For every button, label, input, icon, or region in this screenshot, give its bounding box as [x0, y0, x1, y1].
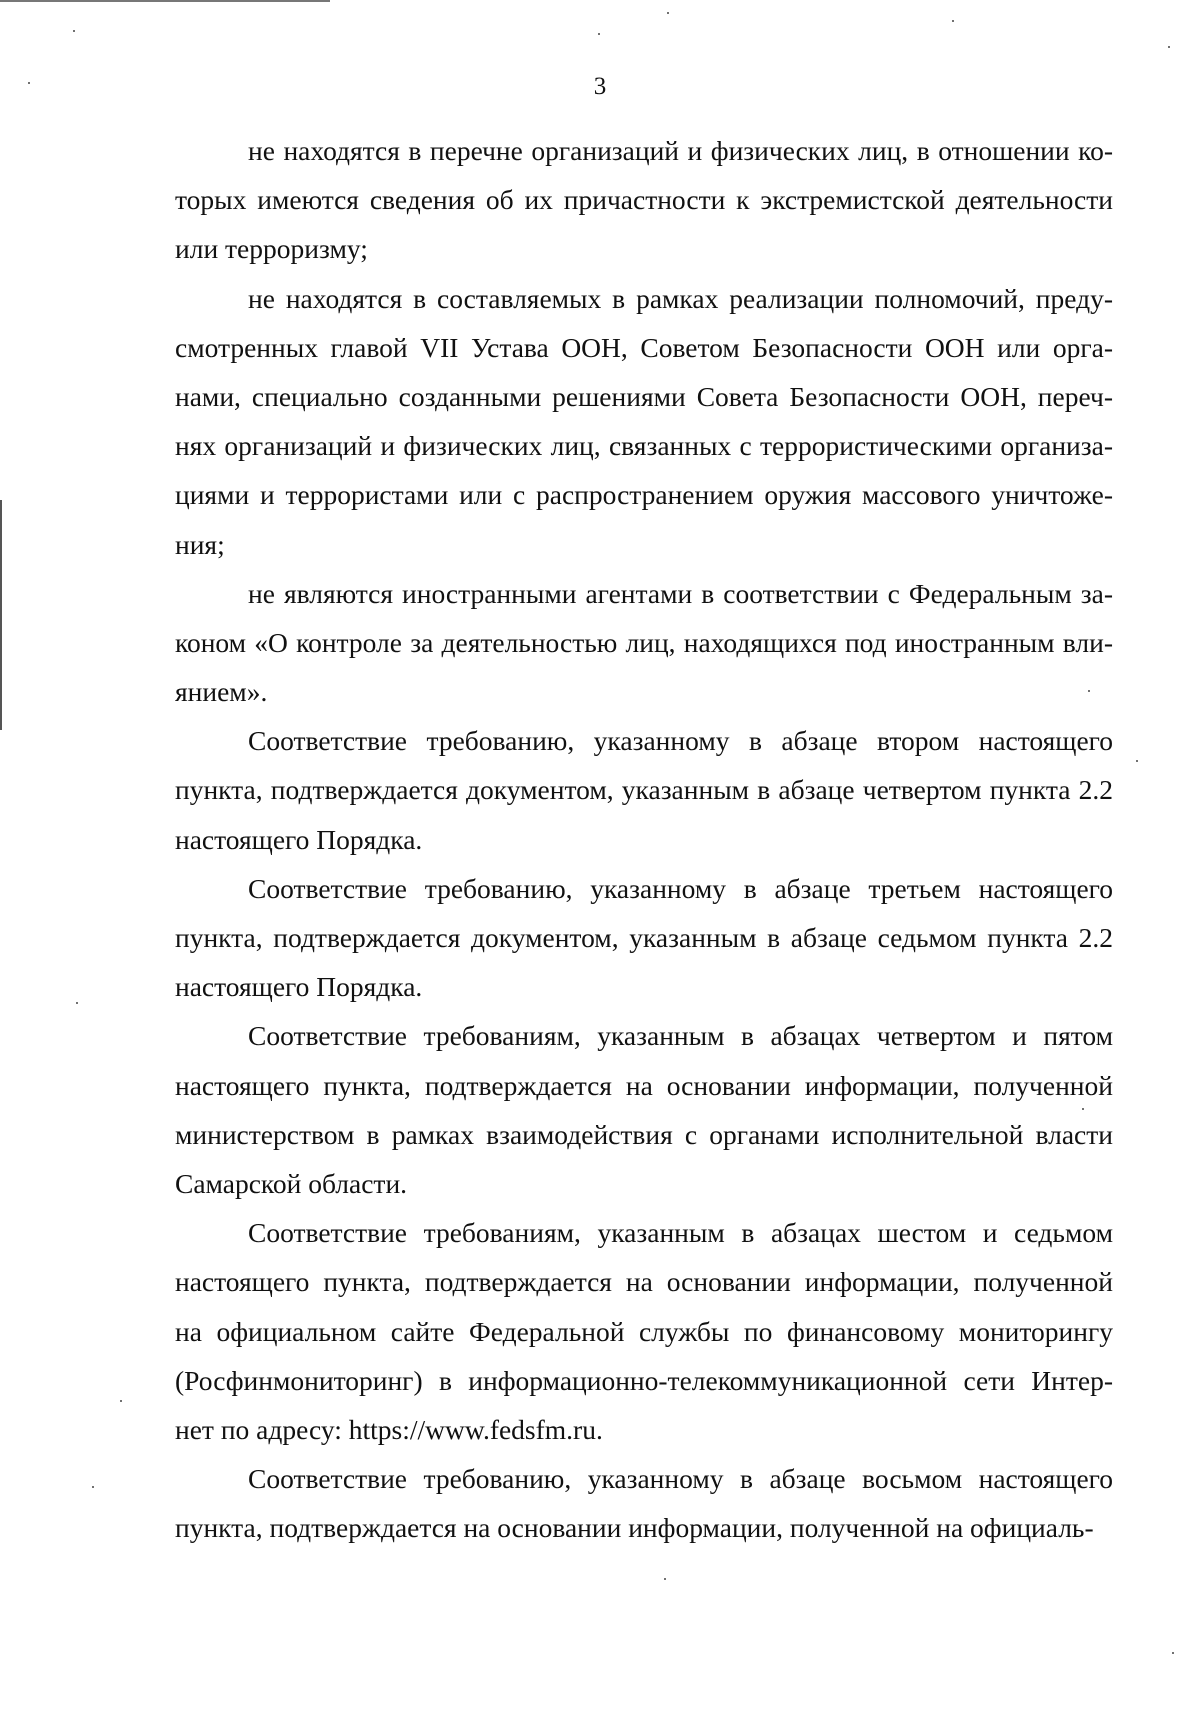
scan-speck [92, 1486, 94, 1488]
scan-speck [1136, 760, 1138, 762]
scan-speck [1082, 1108, 1084, 1110]
text-line: Соответствие требованиям, указанным в абзацах четвертом и пятом [248, 1020, 1113, 1052]
scan-speck [667, 12, 669, 14]
scan-speck [120, 1400, 122, 1402]
paragraph [175, 1454, 1113, 1552]
scan-speck [664, 1578, 666, 1580]
text-line: коном «О контроле за деятельностью лиц, находящихся под иностранным вли- [175, 626, 1113, 658]
text-line: настоящего Порядка. [175, 971, 423, 1003]
text-line: нет по адресу: https://www.fedsfm.ru. [175, 1413, 603, 1445]
paragraph [175, 569, 1113, 717]
scan-edge-top [0, 0, 330, 2]
text-line: торых имеются сведения об их причастности к экстремистской деятельности [175, 184, 1113, 216]
page-number: 3 [593, 73, 607, 100]
scan-speck [1168, 46, 1170, 48]
paragraph [175, 1208, 1113, 1454]
text-line: не находятся в перечне организаций и физических лиц, в отношении ко- [248, 135, 1113, 166]
text-line: Самарской области. [175, 1167, 408, 1199]
text-line: Соответствие требованию, указанному в абзаце втором настоящего [248, 725, 1113, 757]
text-line: нях организаций и физических лиц, связанных с террористическими организа- [175, 430, 1113, 462]
text-line: настоящего пункта, подтверждается на основании информации, полученной [175, 1266, 1113, 1298]
text-line: нами, специально созданными решениями Совета Безопасности ООН, переч- [175, 380, 1113, 412]
body-text [175, 126, 1113, 1552]
paragraph [175, 864, 1113, 1012]
text-line: настоящего Порядка. [175, 823, 423, 855]
scan-speck [598, 33, 600, 35]
text-line: или терроризму; [175, 233, 368, 265]
text-line: на официальном сайте Федеральной службы по финансовому мониторингу [175, 1315, 1113, 1347]
text-line: не являются иностранными агентами в соответствии с Федеральным за- [248, 577, 1113, 609]
scan-speck [76, 1002, 78, 1004]
paragraph [175, 1011, 1113, 1208]
text-line: пункта, подтверждается документом, указанным в абзаце седьмом пункта 2.2 [175, 922, 1113, 953]
text-line: пункта, подтверждается документом, указанным в абзаце четвертом пункта 2.2 [175, 774, 1113, 806]
scan-speck [28, 82, 30, 84]
scan-speck [1172, 1652, 1174, 1654]
text-line: смотренных главой VII Устава ООН, Советом Безопасности ООН или орга- [175, 331, 1113, 363]
text-line: циями и террористами или с распространением оружия массового уничтоже- [175, 479, 1113, 511]
scan-speck [1088, 690, 1090, 692]
text-line: министерством в рамках взаимодействия с органами исполнительной власти [175, 1118, 1113, 1150]
scan-edge-left [0, 500, 2, 730]
paragraph [175, 716, 1113, 864]
paragraph [175, 274, 1113, 569]
scan-speck [73, 30, 75, 32]
text-line: (Росфинмониторинг) в информационно-телекоммуникационной сети Интер- [175, 1364, 1113, 1396]
text-line: не находятся в составляемых в рамках реализации полномочий, преду- [248, 282, 1113, 314]
text-line: янием». [175, 676, 268, 708]
text-line: Соответствие требованиям, указанным в абзацах шестом и седьмом [248, 1217, 1113, 1249]
paragraph [175, 126, 1113, 274]
text-line: ния; [175, 528, 225, 560]
text-line: настоящего пункта, подтверждается на основании информации, полученной [175, 1069, 1113, 1101]
text-line: Соответствие требованию, указанному в абзаце третьем настоящего [248, 872, 1113, 904]
text-line: пункта, подтверждается на основании информации, полученной на официаль- [175, 1512, 1094, 1544]
scan-speck [952, 20, 954, 22]
text-line: Соответствие требованию, указанному в абзаце восьмом настоящего [248, 1463, 1113, 1495]
